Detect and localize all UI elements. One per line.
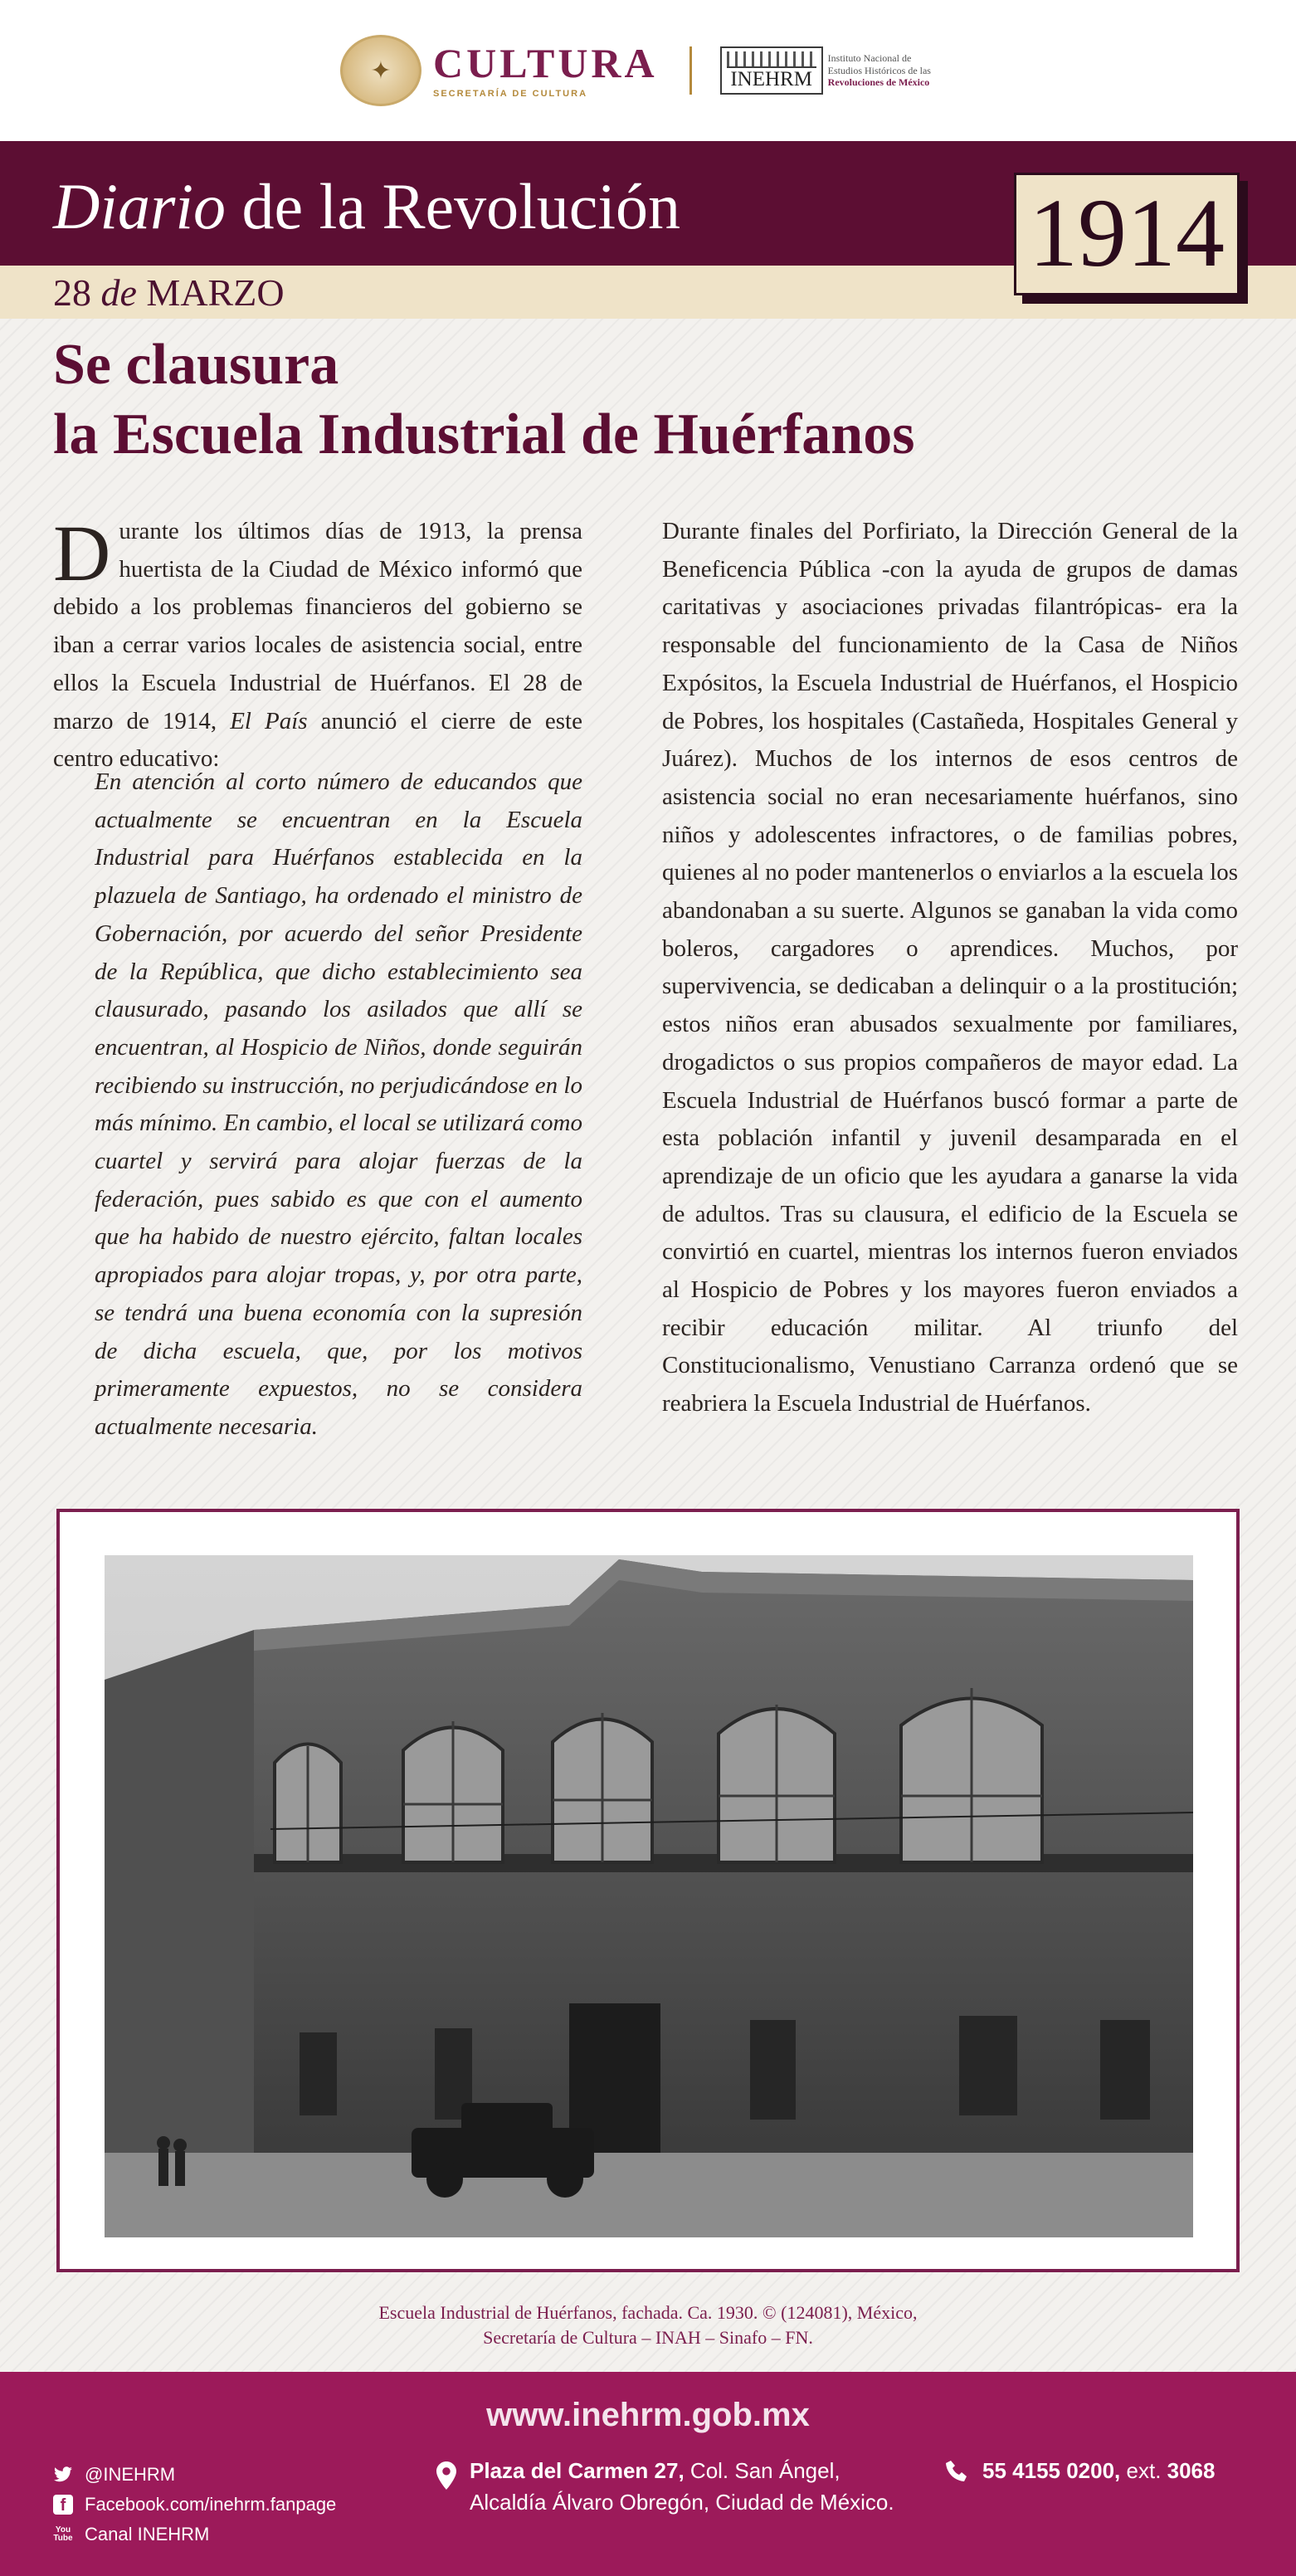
headline-line2: la Escuela Industrial de Huérfanos bbox=[53, 402, 915, 466]
article-headline bbox=[53, 330, 1215, 470]
youtube-link[interactable] bbox=[51, 2520, 336, 2549]
website-link[interactable]: www.inehrm.gob.mx bbox=[486, 2397, 810, 2433]
date-de: de bbox=[91, 271, 147, 314]
phone-ext-label: ext. bbox=[1120, 2458, 1167, 2483]
masthead-title-rest: de la Revolución bbox=[226, 170, 681, 242]
twitter-handle: @INEHRM bbox=[85, 2464, 176, 2485]
inehrm-logo bbox=[720, 46, 931, 95]
cultura-logo bbox=[433, 42, 658, 99]
address bbox=[436, 2455, 894, 2518]
left-column bbox=[53, 509, 582, 778]
logo-header bbox=[0, 0, 1296, 141]
logo-group bbox=[340, 35, 931, 106]
photo-caption bbox=[0, 2300, 1296, 2350]
facebook-url: Facebook.com/inehrm.fanpage bbox=[85, 2494, 337, 2515]
masthead-date bbox=[53, 272, 285, 315]
building-photo bbox=[105, 1555, 1193, 2237]
address-line1 bbox=[470, 2455, 894, 2486]
date-day: 28 bbox=[53, 271, 91, 314]
location-pin-icon bbox=[436, 2461, 456, 2518]
inehrm-acronym: INEHRM bbox=[730, 68, 812, 90]
footer bbox=[0, 2372, 1296, 2576]
phone-icon bbox=[946, 2460, 967, 2491]
inehrm-line2: Estudios Históricos de las bbox=[827, 64, 931, 76]
phone bbox=[946, 2455, 1215, 2491]
building-columns bbox=[727, 51, 816, 68]
logo-divider bbox=[689, 46, 692, 95]
youtube-icon-top: You bbox=[55, 2525, 71, 2535]
drop-cap: D bbox=[53, 509, 111, 598]
phone-ext: 3068 bbox=[1167, 2458, 1216, 2483]
facebook-link[interactable] bbox=[51, 2490, 336, 2520]
inehrm-building-icon bbox=[720, 46, 823, 95]
date-month: MARZO bbox=[146, 271, 285, 314]
address-text bbox=[470, 2455, 894, 2518]
caption-line1: Escuela Industrial de Huérfanos, fachada. Ca. 1930. © (124081), México, bbox=[378, 2302, 918, 2323]
caption-line2: Secretaría de Cultura – INAH – Sinafo – FN. bbox=[483, 2327, 813, 2348]
phone-number: 55 4155 0200, bbox=[982, 2458, 1121, 2483]
masthead-title bbox=[53, 170, 681, 242]
youtube-icon bbox=[51, 2524, 75, 2545]
cultura-subtitle: SECRETARÍA DE CULTURA bbox=[433, 89, 588, 99]
left-paragraph-end: anunció el cierre de este centro educativo: bbox=[53, 707, 582, 773]
social-links bbox=[51, 2460, 336, 2549]
address-colonia: Col. San Ángel, bbox=[684, 2458, 840, 2483]
phone-text[interactable] bbox=[982, 2455, 1215, 2491]
headline-line1: Se clausura bbox=[53, 333, 339, 397]
inehrm-line1: Instituto Nacional de bbox=[827, 52, 912, 65]
right-column: Durante finales del Porfiriato, la Dirección General de la Beneficencia Pública -con la ayuda de grupos de damas caritativas y asociaciones privadas filantrópicas- era la responsable del funcionamiento de la Casa de Niños Expósitos, la Escuela Industrial de Huérfanos, el Hospicio de Pobres, los hospitales (Castañeda, Hospitales General y Juárez). Muchos de los internos de esos centros de asistencia social no eran necesariamente huérfanos, sino niños y adolescentes infractores, o de familias pobres, quienes al no poder mantenerlos o enviarlos a la escuela los abandonaban a su suerte. Algunos se ganaban la vida como boleros, cargadores o aprendices. Muchos, por supervivencia, se dedicaban a delinquir o a la prostitución; estos niños eran abusados sexualmente por familiares, drogadictos o sus propios compañeros de mayor edad. La Escuela Industrial de Huérfanos buscó formar a parte de esta población infantil y juvenil desamparada en el aprendizaje de un oficio que les ayudara a ganarse la vida de adultos. Tras su clausura, el edificio de la Escuela se convirtió en cuartel, mientras los internos fueron enviados al Hospicio de Pobres y los mayores fueron enviados a recibir educación militar. Al triunfo del Constitucionalismo, Venustiano Carranza ordenó que se reabriera la Escuela Industrial de Huérfanos. bbox=[662, 518, 1238, 1417]
cultura-word: CULTURA bbox=[433, 40, 658, 86]
address-street: Plaza del Carmen 27, bbox=[470, 2458, 685, 2483]
inehrm-line3: Revoluciones de México bbox=[827, 76, 930, 89]
photo-frame bbox=[56, 1509, 1240, 2272]
address-line2: Alcaldía Álvaro Obregón, Ciudad de México. bbox=[470, 2490, 894, 2515]
twitter-link[interactable] bbox=[51, 2460, 336, 2490]
twitter-icon bbox=[51, 2464, 75, 2486]
left-paragraph: urante los últimos días de 1913, la prensa huertista de la Ciudad de México informó que debido a los problemas financieros del gobierno se iban a cerrar varios locales de asistencia social, entre ellos la Escuela Industrial de Huérfanos. El 28 de marzo de 1914, bbox=[53, 518, 582, 734]
masthead-title-italic: Diario bbox=[53, 170, 227, 242]
inehrm-fullname bbox=[828, 52, 931, 88]
year-box: 1914 bbox=[1014, 173, 1240, 295]
facebook-icon: f bbox=[51, 2494, 75, 2515]
newspaper-name: El País bbox=[230, 707, 308, 734]
building-photo-drawing bbox=[105, 1555, 1193, 2237]
youtube-icon-bottom: Tube bbox=[53, 2534, 73, 2543]
block-quote: En atención al corto número de educandos que actualmente se encuentran en la Escuela Industrial para Huérfanos establecida en la plazuela de Santiago, ha ordenado el ministro de Gobernación, por acuerdo del señor Presidente de la República, que dicho establecimiento sea clausurado, pasando los asilados que allí se encuentran, al Hospicio de Niños, donde seguirán recibiendo su instrucción, no perjudicándose en lo más mínimo. En cambio, el local se utilizará como cuartel y servirá para alojar fuerzas de la federación, pues sabido es que con el aumento que ha habido de nuestro ejército, faltan locales apropiados para alojar tropas, y, por otra parte, se tendrá una buena economía con la supresión de dicha escuela, que, por los motivos primeramente expuestos, no se considera actualmente necesaria. bbox=[95, 768, 583, 1440]
national-seal-icon: ✦ bbox=[340, 35, 421, 106]
youtube-channel: Canal INEHRM bbox=[85, 2524, 210, 2544]
